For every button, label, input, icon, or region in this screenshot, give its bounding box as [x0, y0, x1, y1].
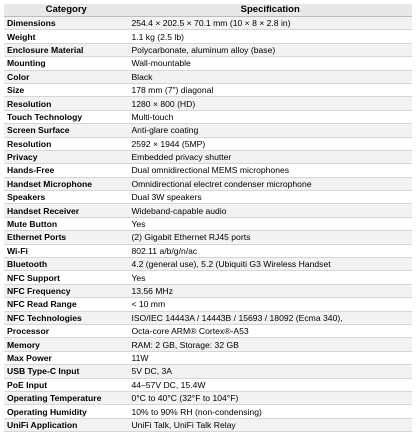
specification-cell: Wideband-capable audio: [128, 204, 412, 217]
table-row: [4, 97, 412, 110]
specification-cell: Yes: [128, 217, 412, 230]
table-body: [4, 17, 412, 432]
specification-cell: 254.4 × 202.5 × 70.1 mm (10 × 8 × 2.8 in): [128, 17, 412, 30]
category-cell: Size: [4, 83, 128, 96]
table-row: [4, 124, 412, 137]
table-row: [4, 164, 412, 177]
table-row: [4, 30, 412, 43]
table-row: [4, 204, 412, 217]
table-row: [4, 191, 412, 204]
table-row: [4, 284, 412, 297]
specification-cell: Multi-touch: [128, 110, 412, 123]
specification-cell: 1.1 kg (2.5 lb): [128, 30, 412, 43]
category-column-header: Category: [4, 4, 128, 17]
specification-cell: 11W: [128, 351, 412, 364]
table-row: [4, 83, 412, 96]
category-cell: NFC Read Range: [4, 298, 128, 311]
category-cell: NFC Technologies: [4, 311, 128, 324]
category-cell: NFC Support: [4, 271, 128, 284]
table-row: [4, 311, 412, 324]
specification-cell: Black: [128, 70, 412, 83]
category-cell: Operating Humidity: [4, 405, 128, 418]
specification-cell: Octa-core ARM® Cortex®-A53: [128, 324, 412, 337]
table-row: [4, 338, 412, 351]
table-row: [4, 57, 412, 70]
specification-cell: < 10 mm: [128, 298, 412, 311]
category-cell: Weight: [4, 30, 128, 43]
specification-cell: 0°C to 40°C (32°F to 104°F): [128, 391, 412, 404]
specification-cell: 5V DC, 3A: [128, 365, 412, 378]
category-cell: Resolution: [4, 137, 128, 150]
specification-cell: (2) Gigabit Ethernet RJ45 ports: [128, 231, 412, 244]
specification-cell: 178 mm (7") diagonal: [128, 83, 412, 96]
specification-cell: Dual 3W speakers: [128, 191, 412, 204]
category-cell: Memory: [4, 338, 128, 351]
table-row: [4, 271, 412, 284]
table-row: [4, 177, 412, 190]
specification-column-header: Specification: [128, 4, 412, 17]
specification-cell: 802.11 a/b/g/n/ac: [128, 244, 412, 257]
specification-cell: UniFi Talk, UniFi Talk Relay: [128, 418, 412, 431]
specification-cell: Yes: [128, 271, 412, 284]
table-row: [4, 405, 412, 418]
category-cell: Enclosure Material: [4, 43, 128, 56]
table-row: [4, 298, 412, 311]
table-row: [4, 324, 412, 337]
table-row: [4, 70, 412, 83]
table-row: [4, 418, 412, 431]
category-cell: Resolution: [4, 97, 128, 110]
specification-cell: RAM: 2 GB, Storage: 32 GB: [128, 338, 412, 351]
category-cell: Operating Temperature: [4, 391, 128, 404]
category-cell: Handset Microphone: [4, 177, 128, 190]
category-cell: Wi-Fi: [4, 244, 128, 257]
table-row: [4, 244, 412, 257]
category-cell: UniFi Application: [4, 418, 128, 431]
specification-cell: 4.2 (general use), 5.2 (Ubiquiti G3 Wireless Handset: [128, 258, 412, 271]
category-cell: Speakers: [4, 191, 128, 204]
specification-cell: 44–57V DC, 15.4W: [128, 378, 412, 391]
specification-cell: Omnidirectional electret condenser microphone: [128, 177, 412, 190]
category-cell: Color: [4, 70, 128, 83]
specification-cell: 10% to 90% RH (non-condensing): [128, 405, 412, 418]
specification-cell: Anti-glare coating: [128, 124, 412, 137]
table-row: [4, 150, 412, 163]
specification-cell: Wall-mountable: [128, 57, 412, 70]
table-row: [4, 231, 412, 244]
category-cell: Dimensions: [4, 17, 128, 30]
specification-cell: 13.56 MHz: [128, 284, 412, 297]
category-cell: Mounting: [4, 57, 128, 70]
category-cell: Hands-Free: [4, 164, 128, 177]
table-header: [4, 4, 412, 17]
table-row: [4, 365, 412, 378]
category-cell: Mute Button: [4, 217, 128, 230]
table-row: [4, 17, 412, 30]
specification-cell: 2592 × 1944 (5MP): [128, 137, 412, 150]
specification-cell: Dual omnidirectional MEMS microphones: [128, 164, 412, 177]
table-row: [4, 378, 412, 391]
table-row: [4, 351, 412, 364]
category-cell: Screen Surface: [4, 124, 128, 137]
table-row: [4, 258, 412, 271]
category-cell: Touch Technology: [4, 110, 128, 123]
category-cell: Processor: [4, 324, 128, 337]
category-cell: Max Power: [4, 351, 128, 364]
table-row: [4, 137, 412, 150]
category-cell: NFC Frequency: [4, 284, 128, 297]
category-cell: PoE Input: [4, 378, 128, 391]
category-cell: Ethernet Ports: [4, 231, 128, 244]
category-cell: Privacy: [4, 150, 128, 163]
specification-cell: ISO/IEC 14443A / 14443B / 15693 / 18092 (Ecma 340),: [128, 311, 412, 324]
specification-cell: Polycarbonate, aluminum alloy (base): [128, 43, 412, 56]
specification-table: [4, 4, 412, 432]
category-cell: USB Type-C Input: [4, 365, 128, 378]
category-cell: Bluetooth: [4, 258, 128, 271]
category-cell: Handset Receiver: [4, 204, 128, 217]
specification-cell: Embedded privacy shutter: [128, 150, 412, 163]
specification-cell: 1280 × 800 (HD): [128, 97, 412, 110]
header-row: [4, 4, 412, 17]
table-row: [4, 110, 412, 123]
table-row: [4, 43, 412, 56]
table-row: [4, 217, 412, 230]
table-row: [4, 391, 412, 404]
